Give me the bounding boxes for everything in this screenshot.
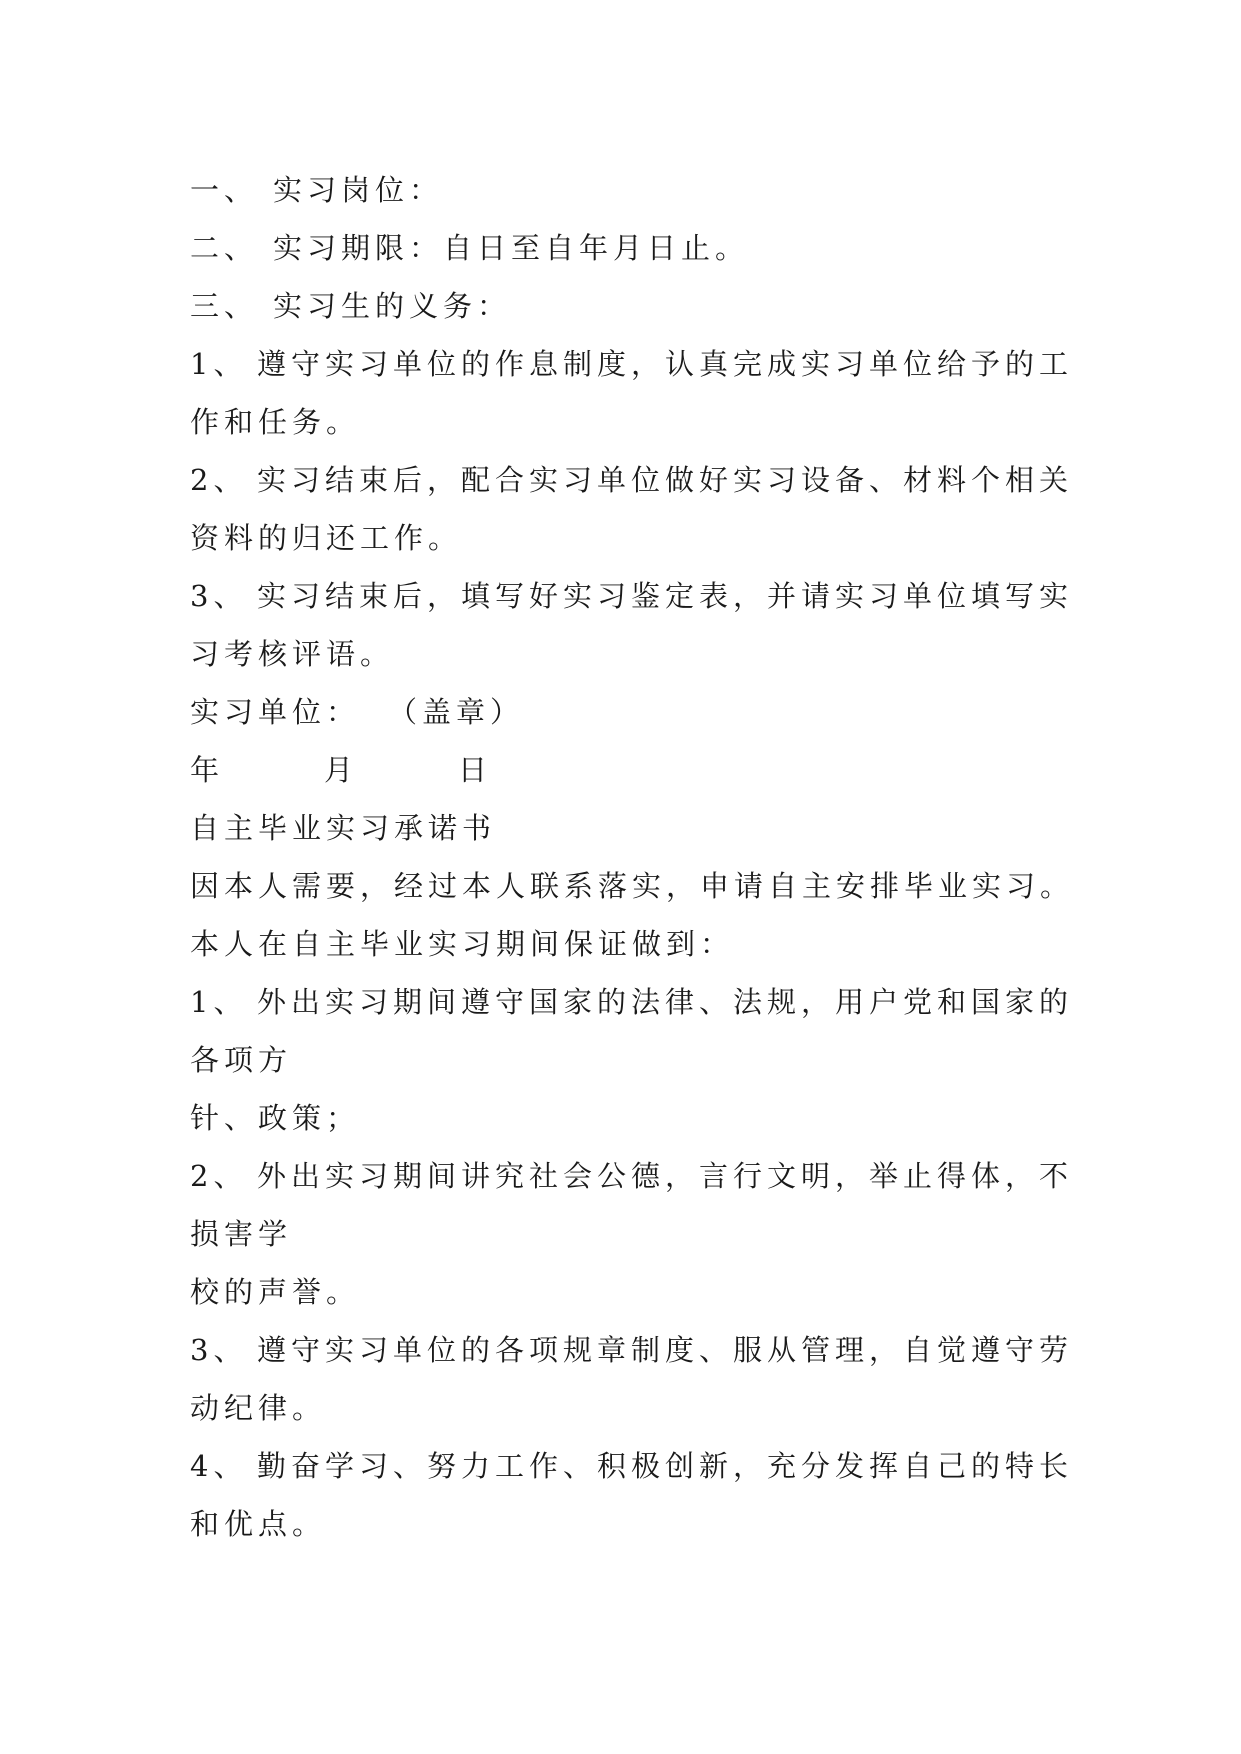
section-number: 二、 xyxy=(190,231,259,265)
date-year: 年 xyxy=(190,753,225,787)
duty-3-line-1 xyxy=(190,567,1090,625)
item-number: 3、 xyxy=(190,1333,248,1367)
item-text: 遵守实习单位的各项规章制度、服从管理，自觉遵守劳 xyxy=(257,1333,1074,1367)
pledge-1-line-3: 针、政策； xyxy=(190,1101,361,1135)
duty-1-line-1 xyxy=(190,335,1090,393)
item-text: 勤奋学习、努力工作、积极创新，充分发挥自己的特长 xyxy=(257,1449,1074,1483)
date-day: 日 xyxy=(458,753,493,787)
item-text: 实习结束后，配合实习单位做好实习设备、材料个相关 xyxy=(257,463,1074,497)
item-number: 3、 xyxy=(190,579,248,613)
item-text: 外出实习期间遵守国家的法律、法规，用户党和国家的 xyxy=(257,985,1074,1019)
signature-label: 实习单位： xyxy=(190,695,361,729)
pledge-lead: 本人在自主毕业实习期间保证做到： xyxy=(190,927,735,961)
item-text: 实习结束后，填写好实习鉴定表，并请实习单位填写实 xyxy=(257,579,1074,613)
pledge-2-line-1 xyxy=(190,1147,1090,1205)
pledge-title: 自主毕业实习承诺书 xyxy=(190,811,497,845)
item-number: 4、 xyxy=(190,1449,248,1483)
pledge-3-line-2: 动纪律。 xyxy=(190,1391,327,1425)
duty-1-line-2: 作和任务。 xyxy=(190,405,361,439)
item-number: 2、 xyxy=(190,1159,248,1193)
item-number: 1、 xyxy=(190,985,248,1019)
duty-2-line-1 xyxy=(190,451,1090,509)
section-2 xyxy=(190,219,1090,277)
pledge-intro: 因本人需要，经过本人联系落实，申请自主安排毕业实习。 xyxy=(190,869,1075,903)
section-number: 三、 xyxy=(190,289,259,323)
pledge-4-line-2: 和优点。 xyxy=(190,1507,327,1541)
section-text: 实习岗位： xyxy=(273,173,444,207)
item-text: 外出实习期间讲究社会公德，言行文明，举止得体，不 xyxy=(257,1159,1074,1193)
pledge-4-line-1 xyxy=(190,1437,1090,1495)
document-body xyxy=(190,161,1090,1553)
pledge-1-line-1 xyxy=(190,973,1090,1031)
duty-2-line-2: 资料的归还工作。 xyxy=(190,521,463,555)
duty-3-line-2: 习考核评语。 xyxy=(190,637,395,671)
pledge-2-line-3: 校的声誉。 xyxy=(190,1275,361,1309)
item-number: 1、 xyxy=(190,347,248,381)
stamp-text: （盖章） xyxy=(388,695,525,729)
section-3 xyxy=(190,277,1090,335)
date-line xyxy=(190,741,1090,799)
pledge-3-line-1 xyxy=(190,1321,1090,1379)
item-number: 2、 xyxy=(190,463,248,497)
section-1 xyxy=(190,161,1090,219)
date-month: 月 xyxy=(324,753,359,787)
pledge-1-line-2: 各项方 xyxy=(190,1043,293,1077)
section-text: 实习生的义务： xyxy=(273,289,512,323)
section-number: 一、 xyxy=(190,173,259,207)
pledge-2-line-2: 损害学 xyxy=(190,1217,293,1251)
section-text: 实习期限：自日至自年月日止。 xyxy=(273,231,750,265)
item-text: 遵守实习单位的作息制度，认真完成实习单位给予的工 xyxy=(257,347,1074,381)
signature-line xyxy=(190,683,1090,741)
